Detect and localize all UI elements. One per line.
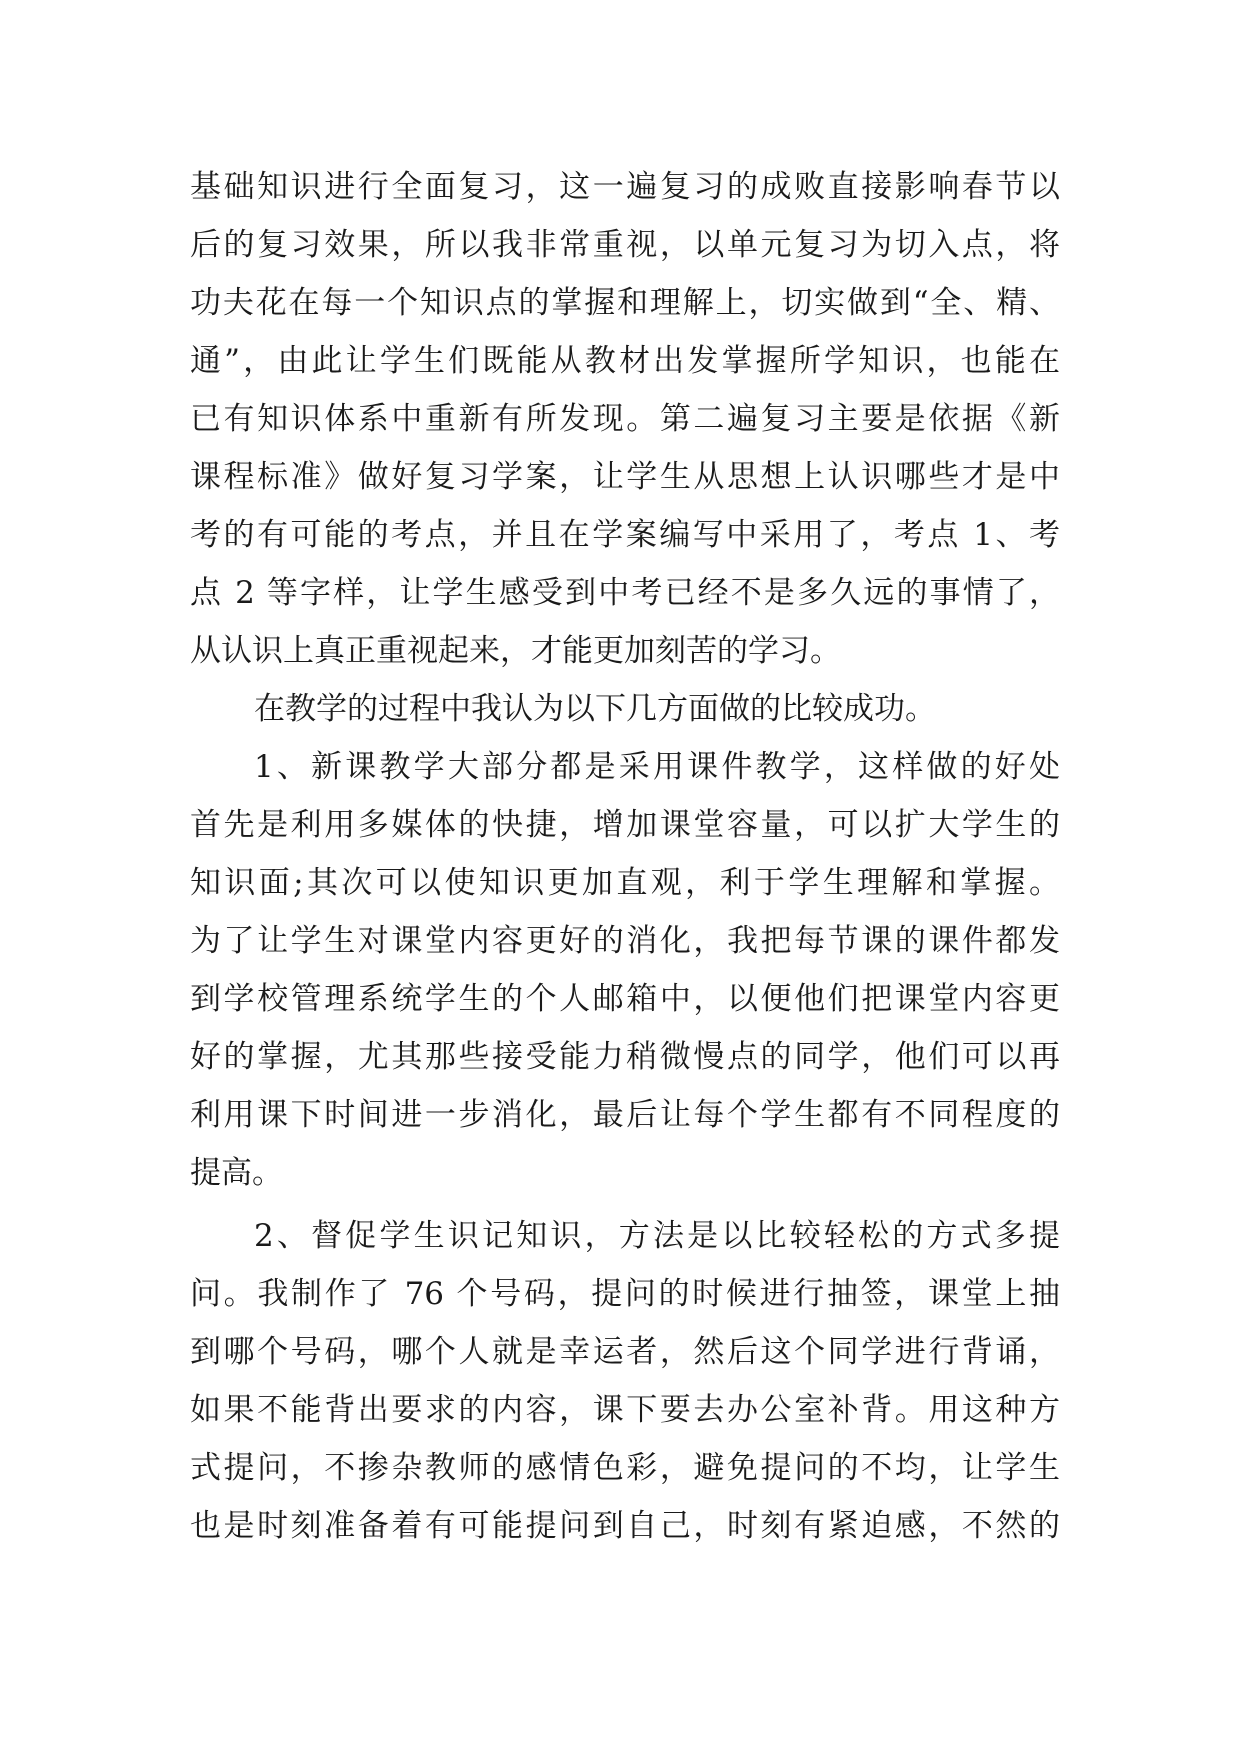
text-line: 提高。 bbox=[190, 1155, 283, 1191]
text-line: 如果不能背出要求的内容，课下要去办公室补背。用这种方 bbox=[190, 1392, 1060, 1428]
text-line: 到学校管理系统学生的个人邮箱中，以便他们把课堂内容更 bbox=[190, 981, 1060, 1017]
text-line: 问。我制作了 76 个号码，提问的时候进行抽签，课堂上抽 bbox=[190, 1276, 1060, 1312]
text-line: 也是时刻准备着有可能提问到自己，时刻有紧迫感，不然的 bbox=[190, 1508, 1060, 1544]
text-line: 点 2 等字样，让学生感受到中考已经不是多久远的事情了， bbox=[190, 575, 1060, 611]
text-line: 功夫花在每一个知识点的掌握和理解上，切实做到“全、精、 bbox=[190, 285, 1060, 321]
text-line: 到哪个号码，哪个人就是幸运者，然后这个同学进行背诵， bbox=[190, 1334, 1060, 1370]
text-line: 考的有可能的考点，并且在学案编写中采用了，考点 1、考 bbox=[190, 517, 1060, 553]
text-line: 通”，由此让学生们既能从教材出发掌握所学知识，也能在 bbox=[190, 343, 1060, 379]
text-line: 好的掌握，尤其那些接受能力稍微慢点的同学，他们可以再 bbox=[190, 1039, 1060, 1075]
text-line: 在教学的过程中我认为以下几方面做的比较成功。 bbox=[254, 691, 936, 727]
text-line: 知识面;其次可以使知识更加直观，利于学生理解和掌握。 bbox=[190, 865, 1060, 901]
text-line: 为了让学生对课堂内容更好的消化，我把每节课的课件都发 bbox=[190, 923, 1060, 959]
text-line: 首先是利用多媒体的快捷，增加课堂容量，可以扩大学生的 bbox=[190, 807, 1060, 843]
text-line: 课程标准》做好复习学案，让学生从思想上认识哪些才是中 bbox=[190, 459, 1060, 495]
text-line: 基础知识进行全面复习，这一遍复习的成败直接影响春节以 bbox=[190, 169, 1060, 205]
text-line: 式提问，不掺杂教师的感情色彩，避免提问的不均，让学生 bbox=[190, 1450, 1060, 1486]
text-line: 利用课下时间进一步消化，最后让每个学生都有不同程度的 bbox=[190, 1097, 1060, 1133]
text-line: 2、督促学生识记知识，方法是以比较轻松的方式多提 bbox=[254, 1218, 1060, 1254]
text-line: 已有知识体系中重新有所发现。第二遍复习主要是依据《新 bbox=[190, 401, 1060, 437]
text-line: 后的复习效果，所以我非常重视，以单元复习为切入点，将 bbox=[190, 227, 1060, 263]
text-line: 1、新课教学大部分都是采用课件教学，这样做的好处 bbox=[254, 749, 1060, 785]
text-line: 从认识上真正重视起来，才能更加刻苦的学习。 bbox=[190, 633, 841, 669]
